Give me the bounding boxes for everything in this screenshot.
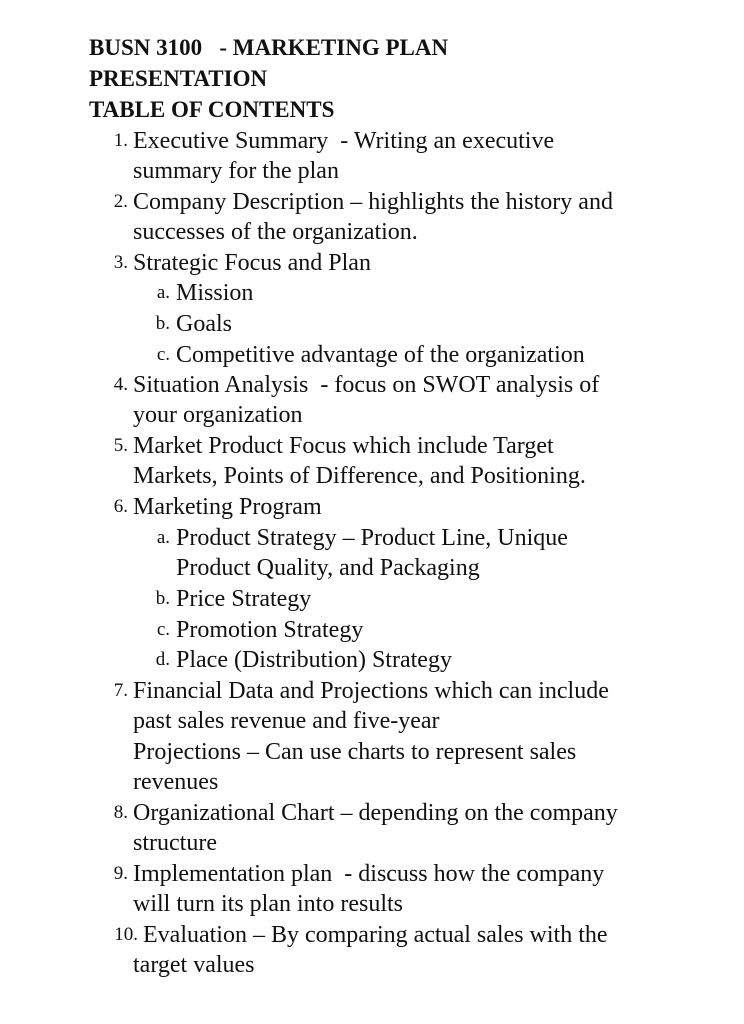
item-8-marker: 8. [113,802,128,823]
item-4-line-2: your organization [133,402,303,428]
item-3c-marker: c. [156,344,170,365]
item-2-line-2: successes of the organization. [133,219,418,245]
toc-heading: TABLE OF CONTENTS [89,97,335,122]
item-3b-marker: b. [155,313,170,334]
item-6d-marker: d. [155,649,170,670]
item-9-marker: 9. [113,863,128,884]
item-10-marker: 10. [114,924,138,945]
item-3a-line-1: Mission [176,280,254,306]
item-5-line-1: Market Product Focus which include Target [133,433,554,459]
item-1-line-1: Executive Summary - Writing an executive [133,128,555,154]
item-6a-line-1: Product Strategy – Product Line, Unique [176,525,568,551]
item-3-line-1: Strategic Focus and Plan [133,250,371,276]
item-1-line-2: summary for the plan [133,158,339,184]
item-7-line-1: Financial Data and Projections which can include [133,678,609,704]
item-3b-line-1: Goals [176,311,232,337]
item-3-marker: 3. [113,252,128,273]
item-10-line-2: target values [133,952,255,978]
item-1-marker: 1. [113,130,128,151]
item-6a-marker: a. [156,527,170,548]
item-6b-line-1: Price Strategy [176,586,312,612]
item-2-marker: 2. [113,191,128,212]
item-7-line-2: past sales revenue and five-year [133,708,440,734]
item-4-line-1: Situation Analysis - focus on SWOT analysis of [133,372,600,398]
item-6c-line-1: Promotion Strategy [176,617,364,643]
item-8-line-1: Organizational Chart – depending on the company [133,800,618,826]
item-9-line-2: will turn its plan into results [133,891,403,917]
item-5-marker: 5. [113,435,128,456]
item-7-marker: 7. [113,680,128,701]
item-10-line-1: Evaluation – By comparing actual sales with the [143,922,608,948]
item-6a-line-2: Product Quality, and Packaging [176,555,480,581]
item-6-marker: 6. [113,496,128,517]
item-3c-line-1: Competitive advantage of the organization [176,342,585,368]
item-6d-line-1: Place (Distribution) Strategy [176,647,452,673]
item-6b-marker: b. [155,588,170,609]
title-line-2: PRESENTATION [89,66,268,91]
item-9-line-1: Implementation plan - discuss how the company [133,861,605,887]
item-8-line-2: structure [133,830,217,856]
title-line-1: BUSN 3100 - MARKETING PLAN [89,35,449,60]
item-2-line-1: Company Description – highlights the history and [133,189,613,215]
item-7-line-4: revenues [133,769,219,795]
item-6-line-1: Marketing Program [133,494,322,520]
item-7-line-3: Projections – Can use charts to represent sales [133,739,577,765]
item-6c-marker: c. [156,619,170,640]
item-4-marker: 4. [113,374,128,395]
item-5-line-2: Markets, Points of Difference, and Positioning. [133,463,586,489]
item-3a-marker: a. [156,282,170,303]
